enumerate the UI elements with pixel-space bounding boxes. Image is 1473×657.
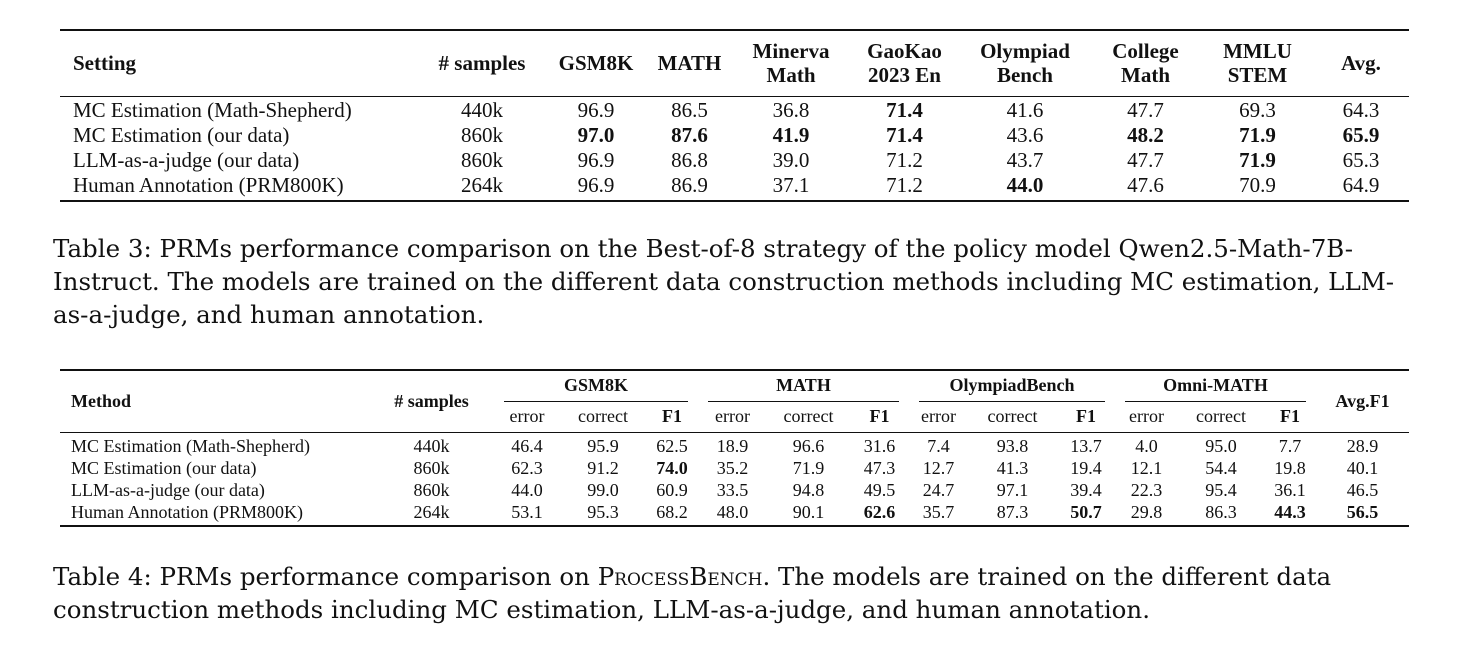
table-row	[60, 479, 1409, 501]
cell-gsm8k-f1: 60.9	[656, 479, 688, 500]
cell-avg-f1: 40.1	[1346, 457, 1379, 478]
cell-omni-error: 4.0	[1135, 435, 1158, 456]
col-header-college: College Math	[1089, 30, 1202, 96]
subheader-f1: F1	[1057, 402, 1115, 432]
cell-method: Human Annotation (PRM800K)	[71, 501, 303, 522]
table-row	[60, 457, 1409, 479]
cell-omni-error: 12.1	[1130, 457, 1163, 478]
subheader-error: error	[494, 402, 560, 432]
cell-samples: 860k	[461, 147, 503, 172]
table-4-header-row-1	[60, 370, 1409, 402]
cell-omni-correct: 86.3	[1205, 501, 1237, 522]
cell-math-correct: 71.9	[792, 457, 825, 478]
cell-math-f1: 31.6	[863, 435, 896, 456]
cell-college: 47.7	[1127, 97, 1164, 122]
subheader-correct: correct	[767, 402, 850, 432]
cell-olympiad-error: 12.7	[922, 457, 955, 478]
cell-math-f1: 62.6	[863, 501, 896, 522]
col-header-samples: # samples	[369, 370, 494, 432]
cell-college: 47.7	[1127, 147, 1164, 172]
cell-mmlu: 69.3	[1239, 97, 1276, 122]
cell-avg: 64.3	[1342, 97, 1380, 122]
caption-benchmark-name: ProcessBench	[597, 562, 763, 591]
col-header-olympiad: Olympiad Bench	[961, 30, 1089, 96]
cell-mmlu: 71.9	[1239, 122, 1276, 147]
cell-math-correct: 94.8	[792, 479, 825, 500]
cell-gsm8k: 96.9	[577, 147, 615, 172]
col-header-method: Method	[60, 370, 369, 432]
cell-olympiad-f1: 13.7	[1070, 435, 1102, 456]
cell-math-f1: 47.3	[863, 457, 896, 478]
cell-math: 86.5	[671, 97, 708, 122]
cell-avg: 65.3	[1342, 147, 1380, 172]
cell-olympiad-error: 35.7	[922, 501, 955, 522]
cell-setting: MC Estimation (our data)	[73, 122, 290, 147]
cell-math-error: 33.5	[716, 479, 749, 500]
table-row	[60, 96, 1409, 123]
subheader-correct: correct	[968, 402, 1057, 432]
cell-minerva: 39.0	[772, 147, 810, 172]
col-header-gsm8k: GSM8K	[547, 30, 645, 96]
cell-gsm8k: 96.9	[577, 172, 615, 197]
cell-omni-f1: 19.8	[1274, 457, 1306, 478]
cell-minerva: 37.1	[772, 172, 810, 197]
caption-text: PRMs performance comparison on the Best-of-8 strategy of the policy model Qwen2.5-Math-7B-Instruct. The models are trained on the different data construction methods including MC estimation, LLM-as-a-judge, and human annotation.	[53, 234, 1395, 329]
cell-omni-correct: 95.4	[1205, 479, 1237, 500]
cell-setting: Human Annotation (PRM800K)	[73, 172, 344, 197]
subheader-correct: correct	[1178, 402, 1264, 432]
cell-math-correct: 90.1	[792, 501, 825, 522]
cell-gsm8k-correct: 95.9	[587, 435, 619, 456]
cell-olympiad-correct: 87.3	[996, 501, 1029, 522]
subheader-f1: F1	[850, 402, 909, 432]
cell-math: 87.6	[671, 122, 708, 147]
cell-avg: 65.9	[1342, 122, 1380, 147]
cell-olympiad: 41.6	[1006, 97, 1044, 122]
cell-samples: 860k	[413, 457, 450, 478]
table-3-header-row	[60, 30, 1409, 96]
cell-gaokao: 71.4	[886, 122, 923, 147]
table-4-caption	[53, 560, 1423, 626]
caption-text-pre: PRMs performance comparison on	[159, 562, 590, 591]
cell-olympiad-error: 7.4	[927, 435, 950, 456]
cell-gaokao: 71.2	[886, 147, 923, 172]
cell-olympiad: 43.7	[1006, 147, 1044, 172]
group-header-gsm8k: GSM8K	[494, 370, 698, 402]
table-row	[60, 432, 1409, 457]
cell-gsm8k: 97.0	[577, 122, 615, 147]
cell-college: 48.2	[1127, 122, 1164, 147]
cell-college: 47.6	[1127, 172, 1164, 197]
cell-olympiad: 43.6	[1006, 122, 1044, 147]
cell-samples: 860k	[413, 479, 450, 500]
cell-minerva: 41.9	[772, 122, 810, 147]
cell-math-error: 35.2	[716, 457, 749, 478]
cell-samples: 860k	[461, 122, 503, 147]
table-row	[60, 123, 1409, 148]
col-header-math: MATH	[645, 30, 734, 96]
cell-minerva: 36.8	[772, 97, 810, 122]
cell-olympiad-f1: 39.4	[1070, 479, 1102, 500]
cell-olympiad-correct: 97.1	[996, 479, 1029, 500]
cell-olympiad-correct: 93.8	[996, 435, 1029, 456]
cell-math-error: 48.0	[716, 501, 749, 522]
col-header-minerva: Minerva Math	[734, 30, 848, 96]
cell-gsm8k-correct: 95.3	[587, 501, 619, 522]
cell-samples: 264k	[461, 172, 503, 197]
cell-omni-error: 22.3	[1130, 479, 1163, 500]
cell-gsm8k-error: 53.1	[511, 501, 543, 522]
cell-gsm8k-error: 46.4	[511, 435, 543, 456]
cell-gsm8k: 96.9	[577, 97, 615, 122]
cell-samples: 264k	[413, 501, 450, 522]
table-row	[60, 148, 1409, 173]
cell-avg-f1: 56.5	[1346, 501, 1379, 522]
subheader-error: error	[1115, 402, 1178, 432]
table-3	[60, 29, 1409, 202]
cell-math: 86.8	[671, 147, 708, 172]
cell-omni-f1: 44.3	[1274, 501, 1306, 522]
cell-mmlu: 71.9	[1239, 147, 1276, 172]
cell-avg-f1: 28.9	[1346, 435, 1379, 456]
cell-olympiad-f1: 50.7	[1070, 501, 1102, 522]
col-header-setting: Setting	[60, 30, 417, 96]
cell-samples: 440k	[413, 435, 450, 456]
cell-omni-f1: 7.7	[1278, 435, 1302, 456]
subheader-error: error	[909, 402, 968, 432]
cell-omni-f1: 36.1	[1274, 479, 1306, 500]
table-3-caption	[53, 232, 1423, 331]
caption-label: Table 4:	[53, 562, 152, 591]
col-header-avg: Avg.	[1313, 30, 1409, 96]
cell-omni-error: 29.8	[1130, 501, 1163, 522]
caption-label: Table 3:	[53, 234, 152, 263]
cell-gaokao: 71.4	[886, 97, 923, 122]
cell-gsm8k-f1: 62.5	[656, 435, 688, 456]
cell-gsm8k-correct: 91.2	[587, 457, 619, 478]
cell-omni-correct: 95.0	[1205, 435, 1237, 456]
cell-math: 86.9	[671, 172, 708, 197]
group-header-omni-math: Omni-MATH	[1115, 370, 1316, 402]
subheader-correct: correct	[560, 402, 646, 432]
cell-avg-f1: 46.5	[1346, 479, 1379, 500]
cell-gsm8k-f1: 68.2	[656, 501, 688, 522]
cell-gsm8k-f1: 74.0	[656, 457, 688, 478]
col-header-gaokao: GaoKao 2023 En	[848, 30, 961, 96]
cell-gsm8k-error: 44.0	[511, 479, 543, 500]
cell-math-f1: 49.5	[863, 479, 896, 500]
cell-olympiad-error: 24.7	[922, 479, 955, 500]
cell-samples: 440k	[461, 97, 503, 122]
cell-math-correct: 96.6	[792, 435, 825, 456]
col-header-avg-f1: Avg.F1	[1316, 370, 1409, 432]
cell-math-error: 18.9	[716, 435, 749, 456]
group-header-math: MATH	[698, 370, 909, 402]
cell-gsm8k-error: 62.3	[511, 457, 543, 478]
cell-omni-correct: 54.4	[1205, 457, 1237, 478]
cell-method: LLM-as-a-judge (our data)	[71, 479, 265, 500]
group-header-olympiadbench: OlympiadBench	[909, 370, 1115, 402]
cell-mmlu: 70.9	[1239, 172, 1276, 197]
table-row	[60, 173, 1409, 201]
cell-gsm8k-correct: 99.0	[587, 479, 619, 500]
subheader-f1: F1	[646, 402, 698, 432]
table-row	[60, 501, 1409, 526]
cell-method: MC Estimation (Math-Shepherd)	[71, 435, 310, 456]
col-header-mmlu: MMLU STEM	[1202, 30, 1313, 96]
cell-avg: 64.9	[1342, 172, 1380, 197]
caption-text-post: . The models are trained on the different data construction methods including MC estimation, LLM-as-a-judge, and human annotation.	[53, 562, 1332, 624]
cell-olympiad: 44.0	[1006, 172, 1044, 197]
cell-setting: MC Estimation (Math-Shepherd)	[73, 97, 352, 122]
subheader-f1: F1	[1264, 402, 1316, 432]
table-4	[60, 369, 1409, 527]
cell-gaokao: 71.2	[886, 172, 923, 197]
col-header-samples: # samples	[417, 30, 547, 96]
subheader-error: error	[698, 402, 767, 432]
cell-olympiad-f1: 19.4	[1070, 457, 1102, 478]
cell-olympiad-correct: 41.3	[996, 457, 1029, 478]
cell-method: MC Estimation (our data)	[71, 457, 257, 478]
cell-setting: LLM-as-a-judge (our data)	[73, 147, 300, 172]
